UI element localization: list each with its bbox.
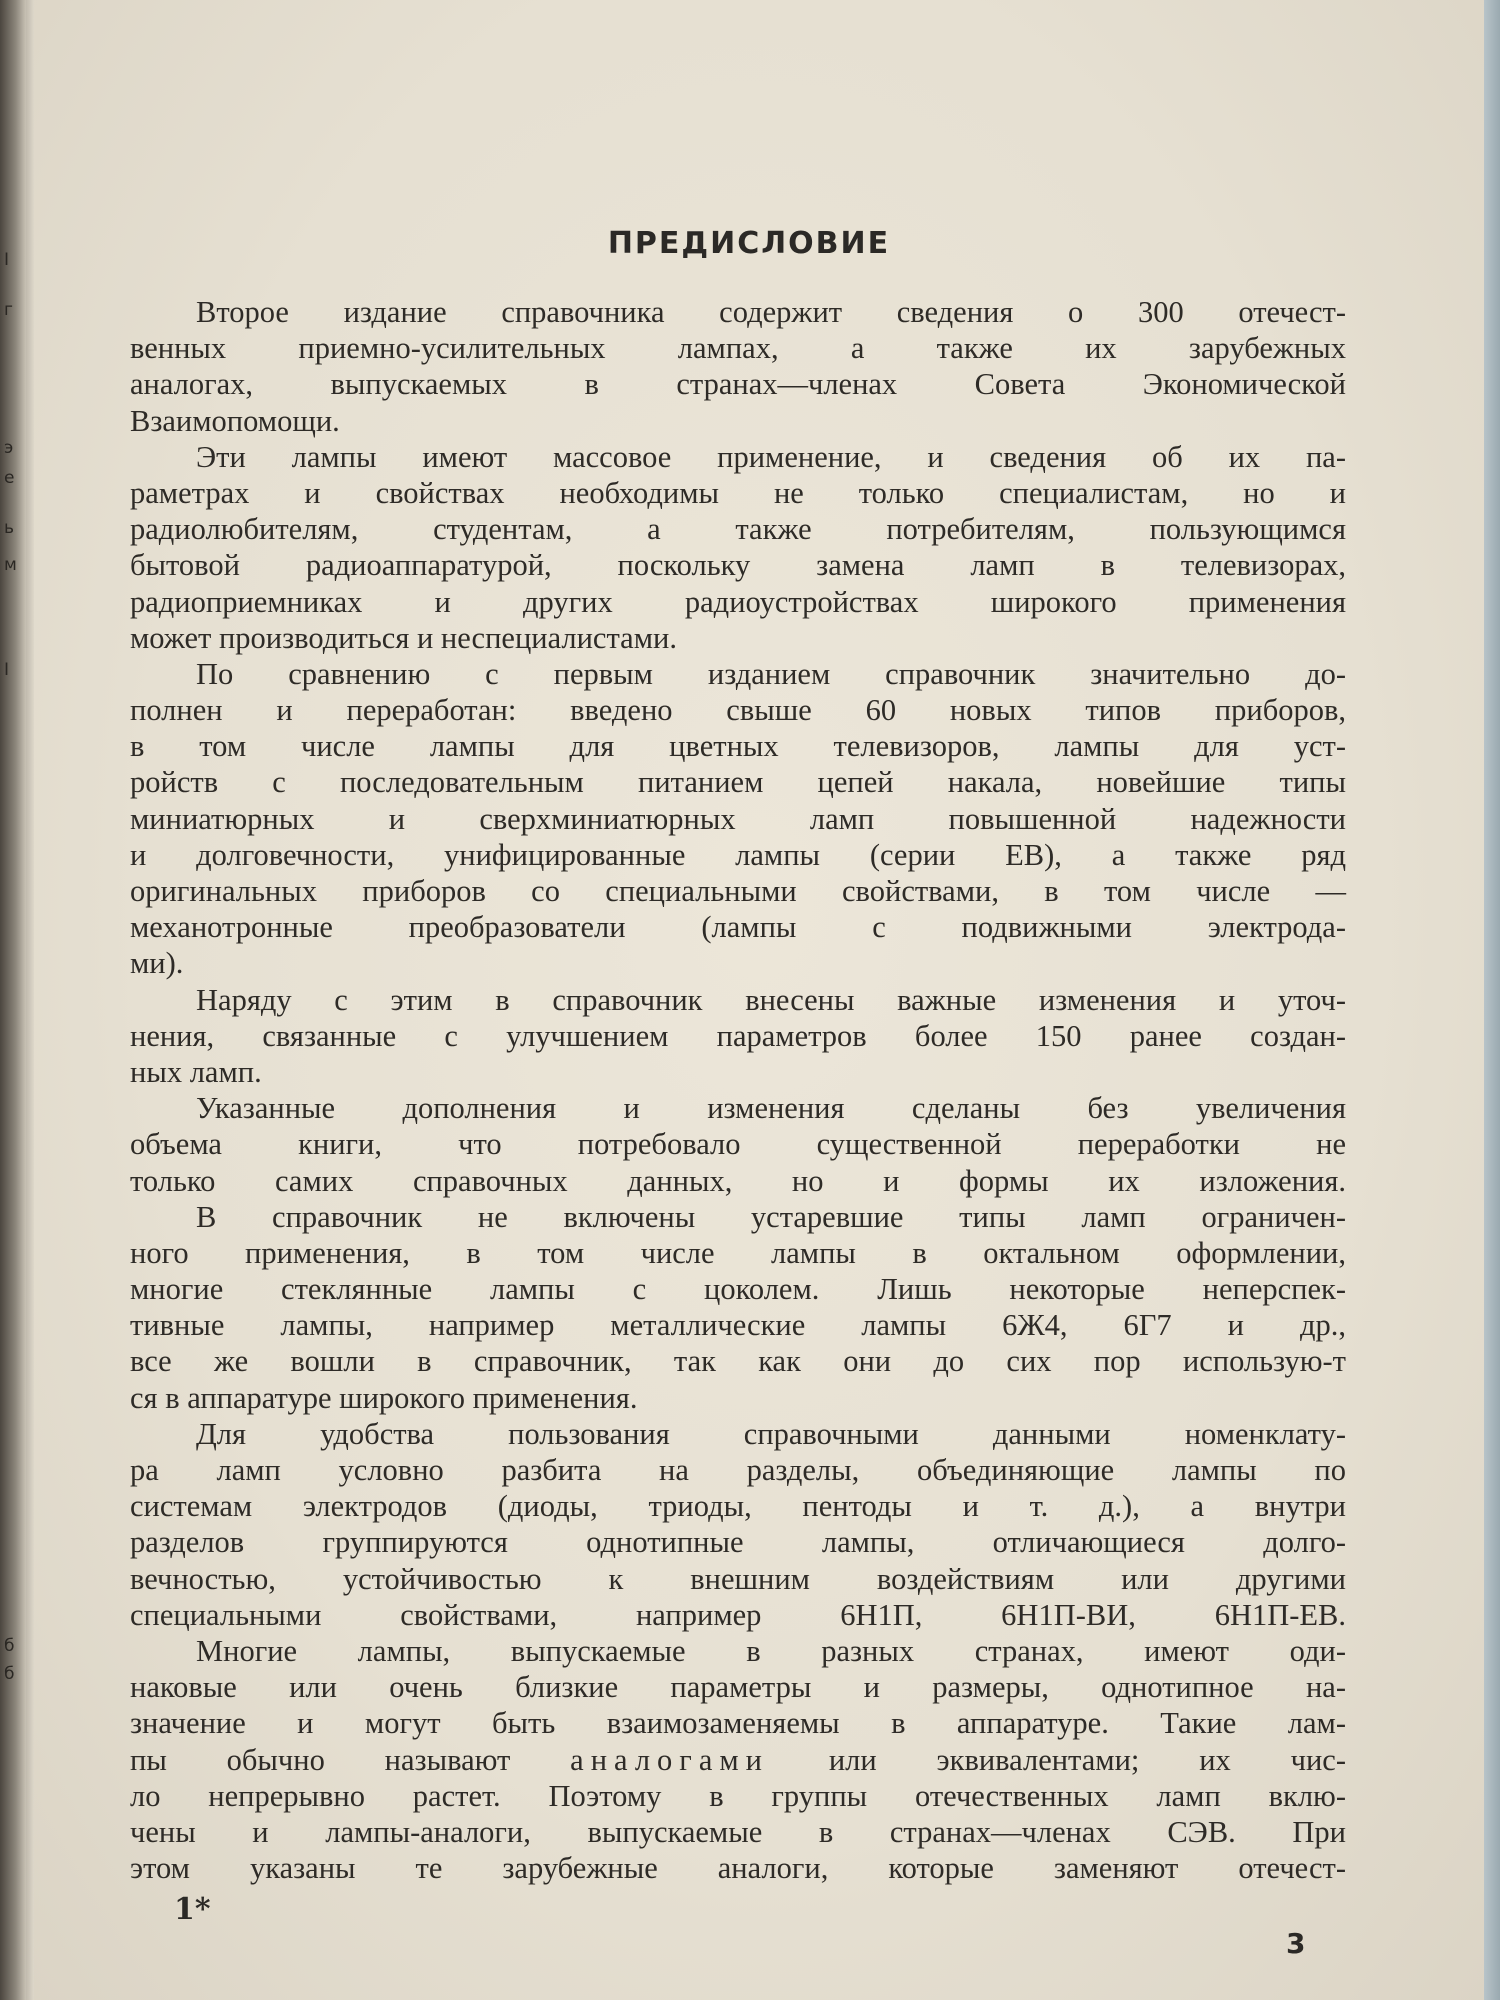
text-fragment: или эквивалентами; их чис- xyxy=(768,1742,1346,1777)
previous-page-edge xyxy=(0,0,26,2000)
text-line: Указанные дополнения и изменения сделаны без увеличения xyxy=(196,1091,1346,1126)
text-line: бытовой радиоаппаратурой, поскольку замена ламп в телевизорах, xyxy=(130,548,1346,583)
previous-page-mark: б xyxy=(4,1664,15,1684)
text-line: радиолюбителям, студентам, а также потребителям, пользующимся xyxy=(130,512,1346,547)
previous-page-mark: м xyxy=(4,555,17,575)
text-line: ных ламп. xyxy=(130,1054,262,1089)
previous-page-mark: I xyxy=(4,250,10,270)
previous-page-mark: ь xyxy=(4,518,15,538)
text-line: разделов группируются однотипные лампы, отличающиеся долго- xyxy=(130,1525,1346,1560)
text-line: вечностью, устойчивостью к внешним воздействиям или другими xyxy=(130,1561,1346,1596)
text-line: объема книги, что потребовало существенной переработки не xyxy=(130,1127,1346,1162)
text-line: В справочник не включены устаревшие типы ламп ограничен- xyxy=(196,1199,1346,1234)
text-line xyxy=(130,1742,1346,1778)
text-line: может производиться и неспециалистами. xyxy=(130,620,677,655)
text-line: радиоприемниках и других радиоустройствах широкого применения xyxy=(130,584,1346,619)
text-line: чены и лампы-аналоги, выпускаемые в странах—членах СЭВ. При xyxy=(130,1814,1346,1849)
text-line: По сравнению с первым изданием справочник значительно до- xyxy=(196,656,1346,691)
text-line: системам электродов (диоды, триоды, пентоды и т. д.), а внутри xyxy=(130,1489,1346,1524)
text-line: ми). xyxy=(130,946,184,981)
text-line: наковые или очень близкие параметры и размеры, однотипное на- xyxy=(130,1670,1346,1705)
text-line: специальными свойствами, например 6Н1П, 6Н1П-ВИ, 6Н1П-ЕВ. xyxy=(130,1597,1346,1632)
text-line: полнен и переработан: введено свыше 60 новых типов приборов, xyxy=(130,693,1346,728)
text-line: только самих справочных данных, но и формы их изложения. xyxy=(130,1163,1346,1198)
text-line: ло непрерывно растет. Поэтому в группы отечественных ламп вклю- xyxy=(130,1778,1346,1813)
text-line: Эти лампы имеют массовое применение, и сведения об их па- xyxy=(196,439,1346,474)
page-title: ПРЕДИСЛОВИЕ xyxy=(607,226,891,261)
previous-page-mark: э xyxy=(4,438,14,458)
text-line: раметрах и свойствах необходимы не только специалистам, но и xyxy=(130,475,1346,510)
text-line: этом указаны те зарубежные аналоги, которые заменяют отечест- xyxy=(130,1851,1346,1886)
text-line: ра ламп условно разбита на разделы, объединяющие лампы по xyxy=(130,1453,1346,1487)
text-line: оригинальных приборов со специальными свойствами, в том числе — xyxy=(130,874,1346,908)
previous-page-mark: I xyxy=(4,660,10,680)
text-line: Взаимопомощи. xyxy=(130,403,340,438)
previous-page-mark: е xyxy=(4,468,15,488)
body-text xyxy=(130,294,1346,1886)
text-line: Для удобства пользования справочными данными номенклату- xyxy=(196,1416,1346,1451)
text-fragment: пы обычно называют xyxy=(130,1742,571,1777)
previous-page-mark: г xyxy=(4,300,13,320)
text-line: ся в аппаратуре широкого применения. xyxy=(130,1380,638,1415)
text-line: Многие лампы, выпускаемые в разных странах, имеют оди- xyxy=(196,1633,1346,1668)
text-line: ного применения, в том числе лампы в октальном оформлении, xyxy=(130,1235,1346,1270)
signature-mark: 1* xyxy=(174,1892,211,1927)
previous-page-mark: б xyxy=(4,1636,15,1656)
text-line: миниатюрных и сверхминиатюрных ламп повышенной надежности xyxy=(130,801,1346,836)
text-line: и долговечности, унифицированные лампы (серии ЕВ), а также ряд xyxy=(130,837,1346,872)
text-line: Второе издание справочника содержит сведения о 300 отечест- xyxy=(196,295,1346,329)
emphasized-term: аналогами xyxy=(570,1742,769,1777)
text-line: многие стеклянные лампы с цоколем. Лишь некоторые неперспек- xyxy=(130,1272,1346,1307)
text-line: венных приемно-усилительных лампах, а также их зарубежных xyxy=(130,331,1346,366)
text-line: ройств с последовательным питанием цепей накала, новейшие типы xyxy=(130,765,1346,800)
text-line: механотронные преобразователи (лампы с подвижными электрода- xyxy=(130,910,1346,945)
text-line: значение и могут быть взаимозаменяемы в аппаратуре. Такие лам- xyxy=(130,1706,1346,1741)
text-line: нения, связанные с улучшением параметров более 150 ранее создан- xyxy=(130,1018,1346,1053)
text-line: тивные лампы, например металлические лампы 6Ж4, 6Г7 и др., xyxy=(130,1308,1346,1343)
book-page xyxy=(34,0,1484,2000)
page-number: 3 xyxy=(1286,1927,1306,1960)
text-line: Наряду с этим в справочник внесены важные изменения и уточ- xyxy=(196,982,1346,1017)
text-line: все же вошли в справочник, так как они до сих пор использую-т xyxy=(130,1344,1346,1379)
text-line: аналогах, выпускаемых в странах—членах Совета Экономической xyxy=(130,367,1346,402)
text-line: в том числе лампы для цветных телевизоров, лампы для уст- xyxy=(130,729,1346,764)
